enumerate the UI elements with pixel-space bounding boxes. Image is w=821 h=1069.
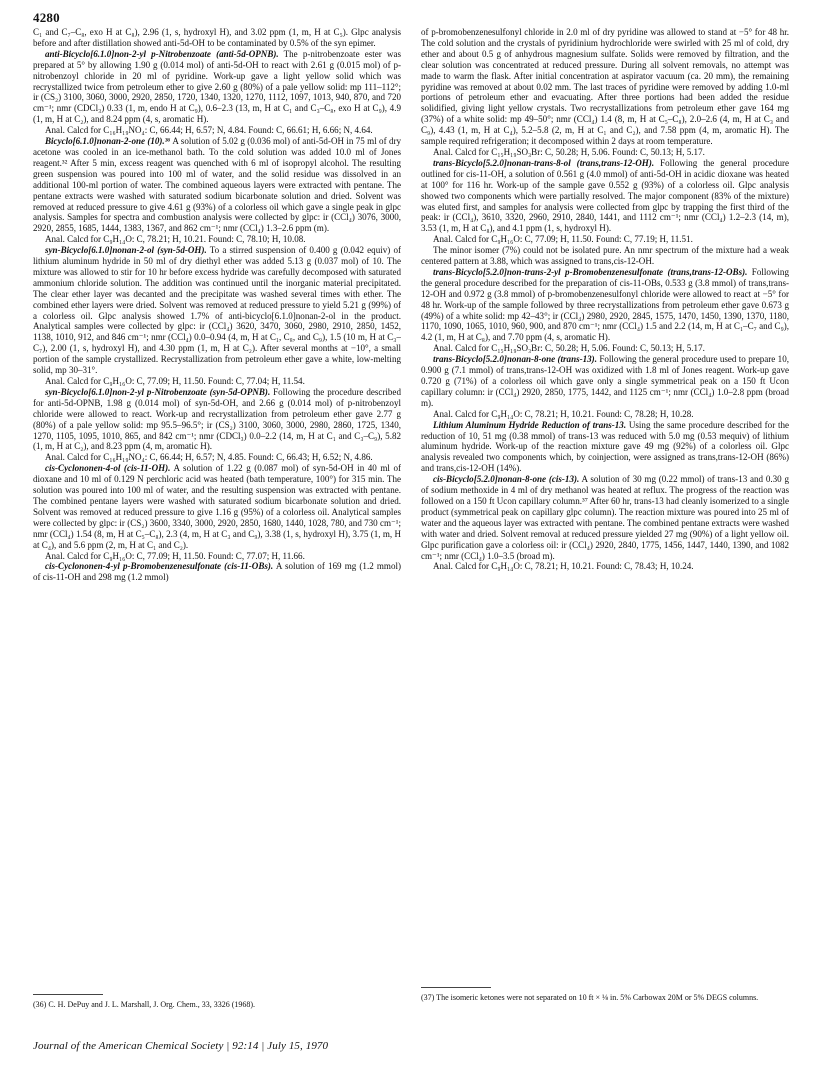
paragraph [33, 452, 401, 463]
paragraph-text: Anal. Calcd for C₁₆H₁₉NO₄: C, 66.44; H, 6.57; N, 4.84. Found: C, 66.61; H, 6.66; N, 4.64. [45, 125, 373, 136]
paragraph [33, 27, 401, 49]
paragraph [421, 158, 789, 234]
footnote-36: (36) C. H. DePuy and J. L. Marshall, J. Org. Chem., 33, 3326 (1968). [33, 1000, 256, 1009]
paragraph [421, 474, 789, 561]
paragraph [33, 561, 401, 583]
paragraph-text: A solution of 1.22 g (0.087 mol) of syn-5d-OH in 40 ml of dioxane and 10 ml of 0.129 N perchloric acid was heated (bath temperature, 100°) for 315 min. The solution was poured into 100 ml of water, and the resulting suspension was extracted with pentane. The combined pentane layers were washed with saturated sodium bicarbonate solution and dried. Solvent was removed at reduced pressure to give 1.16 g (95%) of a colorless oil. Analytical samples were collected by glpc: ir (CS₂) 3600, 3340, 3000, 2920, 2850, 1680, 1440, 1028, 780, and 730 cm⁻¹; nmr (CCl₄) 1.54 (8, m, H at C₅–C₈), 2.3 (4, m, H at C₃ and C₉), 3.38 (1, s, hydroxyl H), 3.75 (1, m, H at C₄), and 5.6 ppm (2, m, H at C₁ and C₂). [33, 463, 401, 550]
footnote-rule-left [33, 994, 103, 995]
paragraph-text: To a stirred suspension of 0.400 g (0.042 equiv) of lithium aluminum hydride in 50 ml of dry diethyl ether was added 5.13 g (0.037 mol) of 10. The mixture was allowed to stir for 10 hr before excess hydride was carefully decomposed with saturated ammonium chloride solution. The addition was continued until the inorganic material precipitated. The clear ether layer was decanted and the precipitate was washed several times with ether. The combined ether layers were dried. Solvent was removed at reduced pressure to yield 5.21 g (99%) of a colorless oil. Glpc analysis showed 1.7% of anti-bicyclo[6.1.0]nonan-2-ol in the product. Analytical samples were collected by glpc: ir (CCl₄) 3620, 3470, 3060, 2980, 2910, 2850, 1452, 1138, 1010, 912, and 846 cm⁻¹; nmr (CCl₄) 0.0–0.94 (4, m, H at C₁, C₈, and C₉), 1.5 (10 m, H at C₃–C₇), 2.00 (1, s, hydroxyl H), and 4.30 ppm (1, m, H at C₂). After several months at −10°, a small portion of the sample crystallized. Recrystallization from petroleum ether gave a white, low-melting solid, mp 30–31°. [33, 245, 401, 376]
paragraph-text: A solution of 5.02 g (0.036 mol) of anti-5d-OH in 75 ml of dry acetone was cooled in an ice-methanol bath. To the cold solution was added 10.0 ml of Jones reagent.³² After 5 min, excess reagent was quenched with 6 ml of isopropyl alcohol. The resulting green suspension was poured into 100 ml of water, and the solid residue was dissolved in an additional 100-ml portion of water. The combined aqueous layers were extracted with pentane. The pentane extracts were washed with saturated sodium bicarbonate solution and dried. Solvent was removed at reduced pressure to give 4.61 g (93%) of a colorless oil which gave a single peak in glpc analysis. Samples for spectra and combustion analysis were collected by glpc: ir (CCl₄) 3076, 3000, 2920, 2855, 1685, 1444, 1383, 1367, and 862 cm⁻¹; nmr (CCl₄) 1.3–2.6 ppm (m). [33, 136, 401, 234]
paragraph-text: Anal. Calcd for C₁₆H₁₉NO₄: C, 66.44; H, 6.57; N, 4.85. Found: C, 66.43; H, 6.52; N, 4.86. [45, 452, 373, 463]
paragraph-text: Using the same procedure described for the reduction of 10, 51 mg (0.38 mmol) of trans-13 was reduced with 5.0 mg (0.53 mequiv) of lithium aluminum hydride. Work-up of the reaction mixture gave 49 mg (92%) of a colorless oil. Glpc analysis revealed two components which, by coinjection, were assigned as trans,trans-12-OH (86%) and trans,cis-12-OH (14%). [421, 419, 789, 474]
paragraph [421, 561, 789, 572]
section-heading: Lithium Aluminum Hydride Reduction of trans-13. [433, 419, 627, 430]
paragraph [33, 234, 401, 245]
section-heading: cis-Bicyclo[5.2.0]nonan-8-one (cis-13). [433, 474, 580, 485]
footnote-37: (37) The isomeric ketones were not separated on 10 ft × ⅛ in. 5% Carbowax 20M or 5% DEGS columns. [421, 993, 759, 1002]
page-number: 4280 [33, 10, 60, 25]
section-heading: cis-Cyclononen-4-ol (cis-11-OH). [45, 463, 171, 474]
paragraph [421, 234, 789, 245]
section-heading: Bicyclo[6.1.0]nonan-2-one (10).³⁶ [45, 136, 171, 147]
paragraph-text: C₁ and C₇–C₈, exo H at C₈), 2.96 (1, s, hydroxyl H), and 3.02 ppm (1, m, H at C₅). Glpc analysis before and after distillation showed anti-5d-OH to be contaminated by 0.5% of the syn epimer. [33, 27, 401, 48]
paragraph-text: Anal. Calcd for C₉H₁₆O: C, 77.09; H, 11.50. Found: C, 77.19; H, 11.51. [433, 234, 693, 245]
paragraph-text: Anal. Calcd for C₉H₁₄O: C, 78.21; H, 10.21. Found: C, 78.28; H, 10.28. [433, 408, 694, 419]
section-heading: anti-Bicyclo[6.1.0]non-2-yl p-Nitrobenzoate (anti-5d-OPNB). [45, 48, 279, 59]
paragraph-text: Anal. Calcd for C₉H₁₄O: C, 78.21; H, 10.21. Found: C, 78.10; H, 10.08. [45, 234, 306, 245]
paragraph [421, 245, 789, 267]
section-heading: syn-Bicyclo[6.1.0]non-2-yl p-Nitrobenzoate (syn-5d-OPNB). [45, 386, 271, 397]
paragraph [33, 551, 401, 562]
paragraph [33, 376, 401, 387]
paragraph-text: A solution of 169 mg (1.2 mmol) of cis-11-OH and 298 mg (1.2 mmol) [33, 561, 401, 583]
paragraph [421, 343, 789, 354]
paragraph [421, 409, 789, 420]
paragraph-text: Anal. Calcd for C₉H₁₄O: C, 78.21; H, 10.21. Found: C, 78.43; H, 10.24. [433, 561, 694, 572]
paragraph [421, 267, 789, 343]
paragraph [33, 125, 401, 136]
section-heading: trans-Bicyclo[5.2.0]non-trans-2-yl p-Bromobenzenesulfonate (trans,trans-12-OBs). [433, 266, 748, 277]
paragraph-text: Following the general procedure outlined for cis-11-OH, a solution of 0.561 g (4.0 mmol) of anti-5d-OH in acidic dioxane was heated at 100° for 116 hr. Work-up of the sample gave 0.552 g (93%) of a colorless oil. Glpc analysis showed two components which were partially resolved. The major component (83% of the mixture) was eluted first, and samples for analysis were collected from glpc by trapping the first third of the peak: ir (CCl₄), 3610, 3320, 2960, 2910, 2840, 1441, and 1112 cm⁻¹; nmr (CCl₄) 1.2–2.3 (14, m), 3.53 (1, m, H at C₈), and 4.1 ppm (1, s, hydroxyl H). [421, 157, 789, 234]
paragraph-text: Following the procedure described for anti-5d-OPNB, 1.98 g (0.014 mol) of syn-5d-OH, and 2.66 g (0.014 mol) of p-nitrobenzoyl chloride were allowed to react. Work-up and recrystallization from petroleum ether gave 2.77 g (80%) of a pale yellow solid: mp 95.5–96.5°; ir (CS₂) 3100, 3060, 3000, 2980, 2860, 1725, 1340, 1270, 1105, 1095, 1010, 865, and 842 cm⁻¹; nmr (CDCl₃) 0.0–2.2 (14, m, H at C₁ and C₃–C₉), 5.82 (1, m, H at C₂), and 8.23 ppm (4, m, aromatic H). [33, 386, 401, 452]
paragraph-text: Following the general procedure described for the preparation of cis-11-OBs, 0.533 g (3.8 mmol) of trans,trans-12-OH and 0.972 g (3.8 mmol) of p-bromobenzenesulfonyl chloride were allowed to react at −5° for 48 hr. Work-up of the sample followed by three recrystallizations from petroleum ether gave 0.673 g (49%) of a white solid: mp 42–43°; ir (CCl₄) 2980, 2920, 2845, 1575, 1470, 1450, 1390, 1370, 1180, 1170, 1090, 1065, 1010, 960, 900, and 870 cm⁻¹; nmr (CCl₄) 1.5 and 2.2 (14, m, H at C₁–C₇ and C₉), 4.2 (1, m, H at C₈), and 7.70 ppm (4, s, aromatic H). [421, 266, 789, 343]
paragraph [33, 245, 401, 376]
paragraph-text: Anal. Calcd for C₁₅H₁₉SO₃Br: C, 50.28; H, 5.06. Found: C, 50.13; H, 5.17. [433, 343, 705, 354]
section-heading: syn-Bicyclo[6.1.0]nonan-2-ol (syn-5d-OH). [45, 245, 207, 256]
right-column [421, 27, 789, 982]
section-heading: cis-Cyclononen-4-yl p-Bromobenzenesulfonate (cis-11-OBs). [45, 561, 274, 572]
paragraph [33, 387, 401, 452]
journal-footer: Journal of the American Chemical Society | 92:14 | July 15, 1970 [33, 1040, 329, 1052]
paragraph [33, 49, 401, 125]
section-heading: trans-Bicyclo[5.2.0]nonan-8-one (trans-13). [433, 354, 597, 365]
paragraph [421, 354, 789, 409]
left-column [33, 27, 401, 982]
section-heading: trans-Bicyclo[5.2.0]nonan-trans-8-ol (trans,trans-12-OH). [433, 157, 655, 168]
footnote-rule-right [421, 987, 491, 988]
paragraph [421, 420, 789, 475]
paragraph [421, 27, 789, 147]
paragraph-text: The minor isomer (7%) could not be isolated pure. An nmr spectrum of the mixture had a weak centered pattern at 3.88, which was assigned to trans,cis-12-OH. [421, 245, 789, 267]
paragraph-text: Anal. Calcd for C₁₅H₁₉SO₃Br: C, 50.28; H, 5.06. Found: C, 50.13; H, 5.17. [433, 146, 705, 157]
paragraph [33, 136, 401, 234]
paragraph [421, 147, 789, 158]
paragraph [33, 463, 401, 550]
paragraph-text: The p-nitrobenzoate ester was prepared at 5° by allowing 1.90 g (0.014 mol) of anti-5d-OH to react with 2.61 g (0.015 mol) of p-nitrobenzoyl chloride in 20 ml of pyridine. Work-up gave a light yellow solid which was recrystallized twice from petroleum ether to give 2.60 g (80%) of a pale yellow solid: mp 111–112°; ir (CS₂) 3100, 3060, 3000, 2920, 2850, 1720, 1340, 1320, 1270, 1112, 1097, 1013, 940, 870, and 720 cm⁻¹; nmr (CDCl₃) 0.33 (1, m, endo H at C₉), 0.6–2.3 (13, m, H at C₁ and C₃–C₈, exo H at C₉), 4.9 (1, m, H at C₂), and 8.24 ppm (4, s, aromatic H). [33, 48, 401, 125]
paragraph-text: A solution of 30 mg (0.22 mmol) of trans-13 and 0.30 g of sodium methoxide in 4 ml of dry methanol was heated at reflux. The progress of the reaction was followed on a 150 ft Ucon capillary column.³⁷ After 60 hr, trans-13 had cleanly isomerized to a single product (symmetrical peak on capillary glpc column). The reaction mixture was poured into 25 ml of water and the aqueous layer was extracted with pentane. The combined pentane extracts were washed with water and dried. Solvent removal at reduced pressure yielded 27 mg (90%) of a light yellow oil. Glpc purification gave a colorless oil: ir (CCl₄) 2920, 2840, 1775, 1456, 1447, 1440, 1390, and 1082 cm⁻¹; nmr (CCl₄) 1.0–3.5 (broad m). [421, 474, 789, 561]
paragraph-text: Following the general procedure used to prepare 10, 0.900 g (7.1 mmol) of trans,trans-12-OH was oxidized with 1.8 ml of Jones reagent. Work-up gave 0.720 g (71%) of a colorless oil which gave only a single symmetrical peak on a 150 ft Ucon capillary column: ir (CCl₄) 2920, 2850, 1775, 1442, and 1125 cm⁻¹; nmr (CCl₄) 1.0–2.8 ppm (broad m). [421, 354, 789, 408]
paragraph-text: Anal. Calcd for C₉H₁₆O: C, 77.09; H, 11.50. Found: C, 77.04; H, 11.54. [45, 376, 305, 386]
paragraph-text: Anal. Calcd for C₉H₁₆O: C, 77.09; H, 11.50. Found: C, 77.07; H, 11.66. [45, 550, 305, 561]
paragraph-text: of p-bromobenzenesulfonyl chloride in 2.0 ml of dry pyridine was allowed to stand at −5° for 48 hr. The cold solution and the crystals of pyridinium hydrochloride were swirled with 25 ml of cold, dry ether and about 0.5 g of anhydrous magnesium sulfate. Solids were removed by filtration, and the clear solution was concentrated at reduced pressure. During all solvent removals, no attempt was made to warm the flask. After initial concentration at aspirator vacuum (ca. 20 mm), the remaining pyridine was removed at about 0.02 mm. The last traces of pyridine were removed by adding 1.0-ml portions of petroleum ether and evacuating. After three portions had been added the residue solidified, giving light yellow crystals. Two recrystallizations from petroleum ether gave 164 mg (37%) of a white solid: mp 49–50°; nmr (CCl₄) 1.4 (8, m, H at C₅–C₈), 2.0–2.6 (4, m, H at C₃ and C₉), 4.43 (1, m, H at C₄), 5.2–5.8 (2, m, H at C₁ and C₂), and 7.58 ppm (4, m, aromatic H). The sample required refrigeration; it decomposed within 2 days at room temperature. [421, 27, 789, 147]
